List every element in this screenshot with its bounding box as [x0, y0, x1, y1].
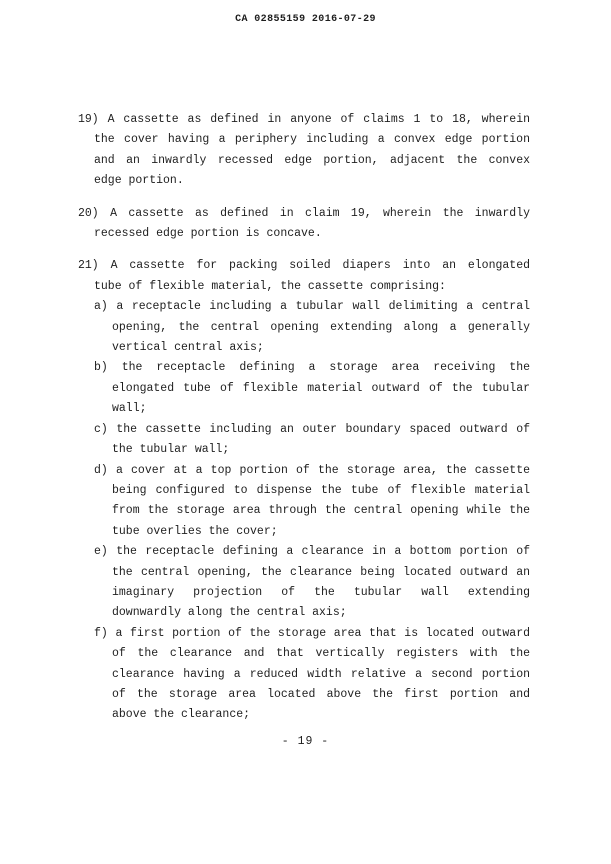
- page-number-footer: - 19 -: [281, 735, 330, 748]
- claim-line: edge portion.: [94, 174, 184, 188]
- claim-line: tube overlies the cover;: [112, 524, 278, 538]
- claim-line: the central opening, the clearance being located outward an: [112, 565, 530, 579]
- claim-line: opening, the central opening extending along a generally: [112, 320, 530, 334]
- claim-line: vertical central axis;: [112, 341, 264, 355]
- claim-line: e) the receptacle defining a clearance in a bottom portion of: [94, 545, 530, 559]
- claim-line: above the clearance;: [112, 708, 251, 722]
- claim-line: tube of flexible material, the cassette comprising:: [94, 279, 446, 293]
- claim-line: 21) A cassette for packing soiled diapers into an elongated: [78, 259, 530, 273]
- claim-line: f) a first portion of the storage area that is located outward: [94, 626, 530, 640]
- claim-line: downwardly along the central axis;: [112, 606, 347, 620]
- claim-line: from the storage area through the central opening while the: [112, 504, 530, 518]
- claim-20: [78, 204, 530, 245]
- claim-line: the cover having a periphery including a convex edge portion: [94, 133, 530, 147]
- claim-line: c) the cassette including an outer boundary spaced outward of: [94, 422, 530, 436]
- claim-line: imaginary projection of the tubular wall extending: [112, 585, 530, 599]
- claim-line: 20) A cassette as defined in claim 19, wherein the inwardly: [78, 206, 530, 220]
- claim-line: clearance having a reduced width relative a second portion: [112, 667, 530, 681]
- claim-line: wall;: [112, 402, 147, 416]
- claim-line: elongated tube of flexible material outward of the tubular: [112, 381, 530, 395]
- claim-line: 19) A cassette as defined in anyone of claims 1 to 18, wherein: [78, 113, 530, 126]
- document-id-header: CA 02855159 2016-07-29: [235, 14, 376, 25]
- claim-19: [78, 110, 530, 192]
- claim-line: recessed edge portion is concave.: [94, 227, 322, 241]
- claim-line: of the storage area located above the first portion and: [112, 687, 530, 701]
- claim-line: of the clearance and that vertically registers with the: [112, 647, 530, 661]
- claims-section: [78, 110, 530, 726]
- claim-line: a) a receptacle including a tubular wall delimiting a central: [94, 300, 530, 314]
- claim-21: [78, 256, 530, 725]
- claim-line: b) the receptacle defining a storage area receiving the: [94, 361, 530, 375]
- claim-line: the tubular wall;: [112, 443, 230, 457]
- claim-line: being configured to dispense the tube of flexible material: [112, 483, 530, 497]
- claim-line: d) a cover at a top portion of the storage area, the cassette: [94, 463, 530, 477]
- claim-line: and an inwardly recessed edge portion, adjacent the convex: [94, 153, 530, 167]
